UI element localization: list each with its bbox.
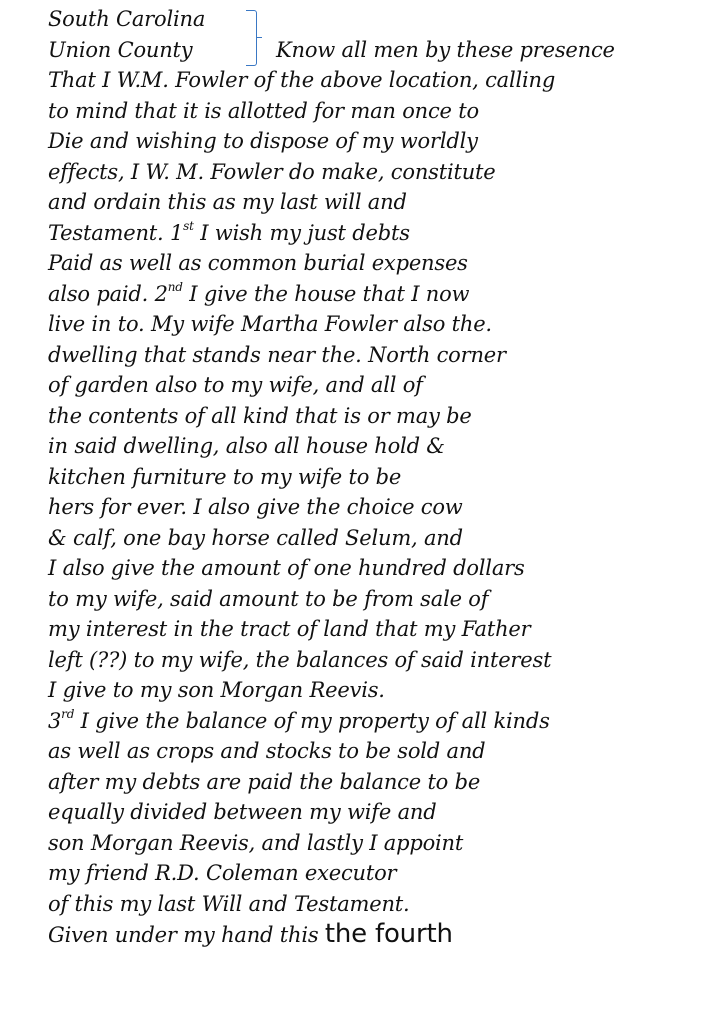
header-state: South Carolina xyxy=(48,7,206,31)
ordinal-suffix: st xyxy=(183,218,194,233)
text-line xyxy=(48,706,698,737)
text-line: & calf, one bay horse called Selum, and xyxy=(48,525,463,550)
text-line: equally divided between my wife and xyxy=(48,800,437,824)
text-line: kitchen furniture to my wife to be xyxy=(48,464,402,489)
text-line: as well as crops and stocks to be sold and xyxy=(48,739,486,763)
closing-emphasis: the fourth xyxy=(324,919,453,949)
text-line-end: I give the balance of my property of all kinds xyxy=(74,708,550,733)
text-line-start: Testament. 1 xyxy=(48,220,184,245)
text-line: live in to. My wife Martha Fowler also the. xyxy=(48,312,492,336)
text-line-end: I give the house that I now xyxy=(182,281,470,306)
text-line-start: also paid. 2 xyxy=(48,281,168,306)
text-line: Die and wishing to dispose of my worldly xyxy=(48,129,478,153)
text-line: That I W.M. Fowler of the above location, calling xyxy=(48,68,556,92)
text-line: effects, I W. M. Fowler do make, constitute xyxy=(48,159,496,184)
text-line: left (??) to my wife, the balances of said interest xyxy=(48,647,552,672)
text-line: I give to my son Morgan Reevis. xyxy=(48,678,385,702)
text-line: son Morgan Reevis, and lastly I appoint xyxy=(48,830,464,855)
header-preamble: Know all men by these presence xyxy=(276,37,615,62)
text-line: of this my last Will and Testament. xyxy=(48,891,410,916)
body-text xyxy=(48,65,698,919)
text-line: to my wife, said amount to be from sale of xyxy=(48,586,489,611)
header-location-line-1 xyxy=(48,4,698,35)
text-line: after my debts are paid the balance to be xyxy=(48,769,481,794)
closing-line xyxy=(48,919,698,950)
text-line: Paid as well as common burial expenses xyxy=(48,251,468,275)
will-transcript xyxy=(48,4,698,950)
text-line: the contents of all kind that is or may be xyxy=(48,403,472,428)
text-line: my friend R.D. Coleman executor xyxy=(48,861,397,885)
text-line xyxy=(48,218,698,249)
ordinal-suffix: rd xyxy=(61,706,75,721)
text-line: my interest in the tract of land that my Father xyxy=(48,617,531,641)
header-location-line-2 xyxy=(48,35,698,66)
text-line: of garden also to my wife, and all of xyxy=(48,373,423,397)
text-line: in said dwelling, also all house hold & xyxy=(48,434,445,458)
ordinal-suffix: nd xyxy=(167,279,183,294)
closing-text: Given under my hand this xyxy=(48,923,325,947)
text-line-start: 3 xyxy=(48,708,62,733)
text-line: dwelling that stands near the. North corner xyxy=(48,342,506,367)
text-line: to mind that it is allotted for man once to xyxy=(48,98,479,123)
text-line: and ordain this as my last will and xyxy=(48,190,407,214)
text-line: I also give the amount of one hundred dollars xyxy=(48,556,525,580)
header-county: Union County xyxy=(48,37,193,62)
text-line-end: I wish my just debts xyxy=(193,220,410,245)
text-line: hers for ever. I also give the choice cow xyxy=(48,495,463,519)
text-line xyxy=(48,279,698,310)
